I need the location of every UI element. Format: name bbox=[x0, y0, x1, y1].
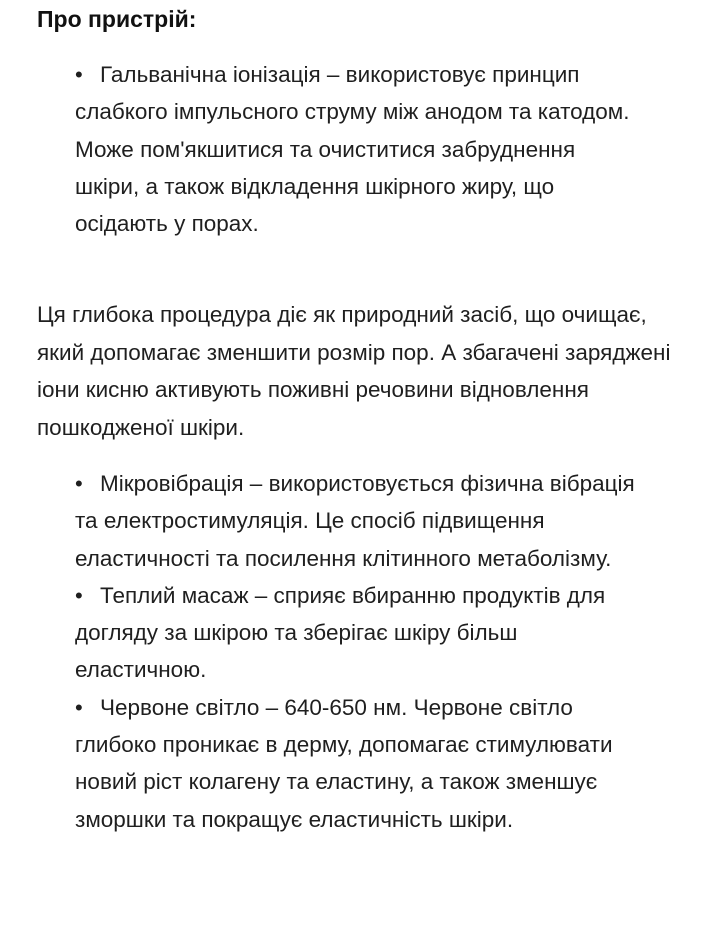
list-item-warm-massage bbox=[0, 577, 606, 689]
list-item-red-light bbox=[0, 689, 613, 838]
body-paragraph: Ця глибока процедура діє як природний засіб, що очищає, який допомагає зменшити розмір пор. А збагачені заряджені іони кисню активують поживні речовини відновлення пошкодженої шкіри. bbox=[37, 302, 671, 440]
features-list-1 bbox=[0, 56, 630, 242]
list-item-text: Теплий масаж – сприяє вбиранню продуктів для догляду за шкірою та зберігає шкіру більш еластичною. bbox=[75, 582, 606, 683]
bullet-icon: • bbox=[75, 582, 83, 608]
list-item-text: Мікровібрація – використовується фізична вібрація та електростимуляція. Це спосіб підвищення еластичності та посилення клітинного метаболізму. bbox=[75, 471, 635, 571]
bullet-icon: • bbox=[75, 62, 83, 87]
bullet-icon: • bbox=[75, 694, 83, 720]
features-list-2 bbox=[0, 465, 635, 838]
list-item-text: Червоне світло – 640-650 нм. Червоне світло глибоко проникає в дерму, допомагає стимулювати новий ріст колагену та еластину, а також зменшує зморшки та покращує еластичність шкіри. bbox=[75, 694, 613, 832]
list-item-microvibration bbox=[0, 465, 635, 577]
list-item-text: Гальванічна іонізація – використовує принцип слабкого імпульсного струму між анодом та катодом. Може пом'якшитися та очиститися забруднення шкіри, а також відкладення шкірного жиру, що осідають у порах. bbox=[75, 62, 630, 237]
section-heading: Про пристрій: bbox=[37, 6, 197, 32]
bullet-icon: • bbox=[75, 471, 83, 496]
list-item-galvanic-ionization bbox=[0, 56, 630, 242]
